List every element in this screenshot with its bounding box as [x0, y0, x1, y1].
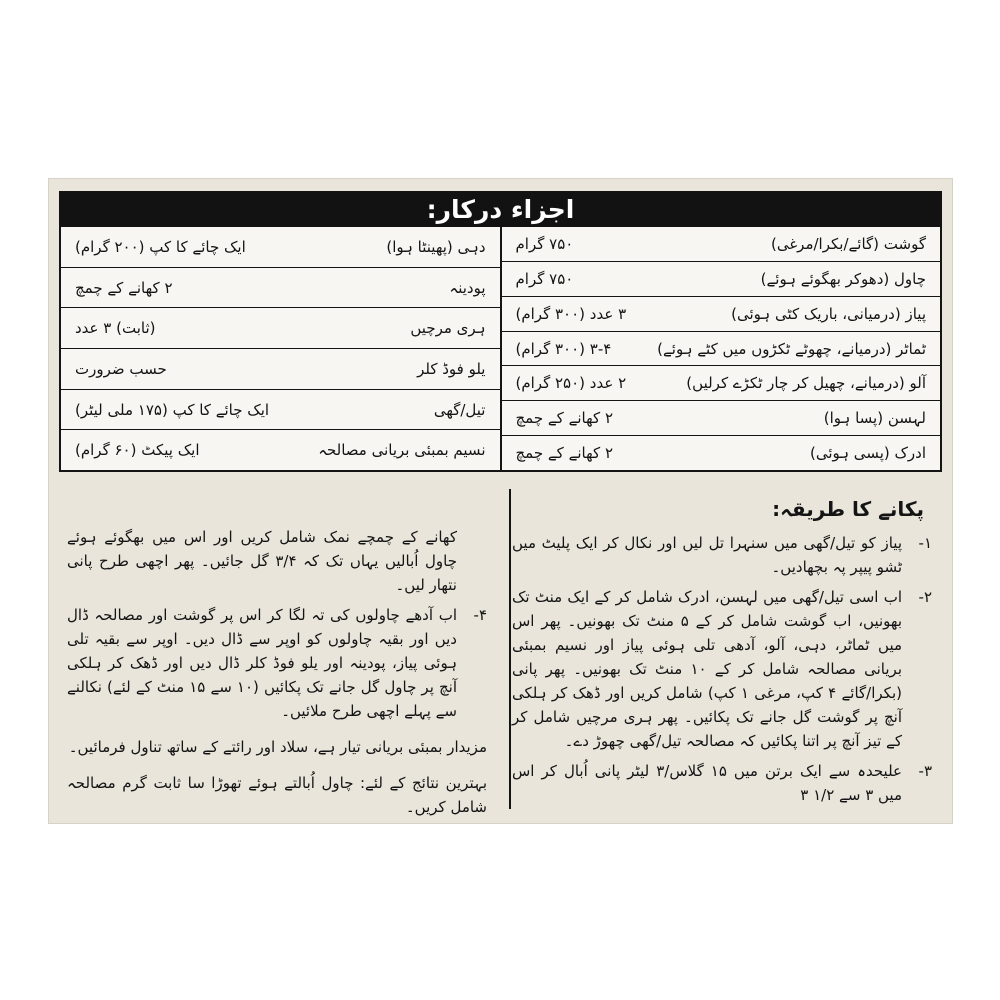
- ingredient-name: یلو فوڈ کلر: [417, 359, 486, 378]
- ingredient-row: [502, 401, 941, 436]
- ingredient-row: [502, 366, 941, 401]
- ingredient-name: نسیم بمبئی بریانی مصالحہ: [318, 441, 486, 460]
- ingredient-name: گوشت (گائے/بکرا/مرغی): [770, 234, 926, 253]
- ingredient-row: [61, 430, 500, 472]
- recipe-card: [48, 178, 953, 824]
- ingredient-quantity: ۲ عدد (۲۵۰ گرام): [515, 374, 627, 393]
- ingredient-quantity: ۲ کھانے کے چمچ: [515, 444, 614, 463]
- ingredient-quantity: ایک چائے کا کپ (۲۰۰ گرام): [75, 237, 246, 256]
- ingredient-name: آلو (درمیانے، چھیل کر چار ٹکڑے کرلیں): [686, 374, 926, 393]
- ingredient-name: لہسن (پسا ہوا): [823, 409, 926, 428]
- ingredient-name: پیاز (درمیانی، باریک کٹی ہوئی): [731, 304, 926, 323]
- method-step: [512, 531, 932, 579]
- ingredient-row: [502, 436, 941, 472]
- ingredient-quantity: ۲ کھانے کے چمچ: [515, 409, 614, 428]
- ingredient-row: [61, 227, 500, 268]
- ingredient-quantity: حسب ضرورت: [75, 359, 167, 378]
- method-step: [512, 759, 932, 807]
- method-step: [512, 585, 932, 753]
- ingredient-name: پودینہ: [449, 278, 486, 297]
- ingredients-column-right: [502, 227, 941, 472]
- step-number: ۴-: [473, 606, 487, 624]
- ingredient-quantity: ۳-۴ (۳۰۰ گرام): [515, 339, 612, 358]
- ingredient-name: چاول (دھوکر بھگوئے ہوئے): [760, 269, 926, 288]
- method-section: [59, 489, 942, 816]
- ingredient-row: [502, 332, 941, 367]
- ingredient-row: [61, 349, 500, 390]
- ingredient-quantity: ایک پیکٹ (۶۰ گرام): [75, 441, 200, 460]
- ingredient-row: [502, 297, 941, 332]
- step-text: علیحدہ سے ایک برتن میں ۱۵ گلاس/۳ لیٹر پانی اُبال کر اس میں ۳ سے ۱/۲ ۳: [512, 762, 902, 804]
- ingredient-row: [502, 262, 941, 297]
- ingredient-quantity: ۷۵۰ گرام: [515, 269, 574, 288]
- step-text: کھانے کے چمچے نمک شامل کریں اور اس میں بھگوئے ہوئے چاول اُبالیں یہاں تک کہ ۳/۴ گل جائیں۔ پھر اچھی طرح پانی نتھار لیں۔: [67, 528, 457, 594]
- step-number: ۱-: [918, 534, 932, 552]
- ingredient-quantity: ۷۵۰ گرام: [515, 234, 574, 253]
- ingredient-name: ہری مرچیں: [410, 319, 486, 338]
- ingredient-quantity: ایک چائے کا کپ (۱۷۵ ملی لیٹر): [75, 400, 270, 419]
- tip-note: بہترین نتائج کے لئے: چاول اُبالتے ہوئے تھوڑا سا ثابت گرم مصالحہ شامل کریں۔: [67, 774, 487, 816]
- ingredients-table: [59, 227, 942, 472]
- column-divider: [509, 489, 511, 809]
- ingredient-name: ٹماٹر (درمیانے، چھوٹے ٹکڑوں میں کٹے ہوئے): [657, 339, 926, 358]
- ingredient-row: [502, 227, 941, 262]
- steps-column-left: [67, 525, 487, 819]
- ingredients-title: اجزاء درکار:: [59, 191, 942, 227]
- ingredient-quantity: (ثابت) ۳ عدد: [75, 319, 156, 338]
- serving-note: مزیدار بمبئی بریانی تیار ہے، سلاد اور رائتے کے ساتھ تناول فرمائیں۔: [68, 738, 487, 756]
- method-step: [67, 603, 487, 723]
- ingredient-row: [61, 308, 500, 349]
- step-text: پیاز کو تیل/گھی میں سنہرا تل لیں اور نکال کر ایک پلیٹ میں ٹشو پیپر پہ بچھادیں۔: [512, 534, 902, 576]
- ingredient-name: دہی (پھینٹا ہوا): [386, 237, 486, 256]
- ingredient-quantity: ۲ کھانے کے چمچ: [75, 278, 173, 297]
- step-text: اب اسی تیل/گھی میں لہسن، ادرک شامل کر کے ایک منٹ تک بھونیں، اب گوشت شامل کر کے ۵ منٹ تک بھونیں۔ پھر اس میں ٹماٹر، دہی، آلو، آدھی تلی ہوئی پیاز اور نسیم بمبئی بریانی مصالحہ شامل کر کے ۱۰ منٹ تک بھونیں۔ پھر پانی (بکرا/گائے ۴ کپ، مرغی ۱ کپ) شامل کریں اور ڈھک کر ہلکی آنچ پر گوشت گل جانے تک پکائیں۔ پھر ہری مرچیں شامل کر کے تیز آنچ پر اتنا پکائیں کہ مصالحہ تیل/گھی چھوڑ دے۔: [512, 588, 903, 750]
- step-text: اب آدھے چاولوں کی تہ لگا کر اس پر گوشت اور مصالحہ ڈال دیں اور بقیہ چاولوں کو اوپر سے ڈال دیں۔ اوپر سے بقیہ تلی ہوئی پیاز، پودینہ اور یلو فوڈ کلر ڈال دیں اور ڈھک کر ہلکی آنچ پر چاول گل جانے تک پکائیں (۱۰ سے ۱۵ منٹ کے لئے) نکالنے سے پہلے اچھی طرح ملائیں۔: [67, 606, 457, 720]
- step-number: ۲-: [918, 588, 932, 606]
- ingredient-quantity: ۳ عدد (۳۰۰ گرام): [515, 304, 627, 323]
- method-title: پکانے کا طریقہ:: [772, 497, 924, 521]
- ingredient-name: ادرک (پسی ہوئی): [809, 444, 926, 463]
- ingredient-row: [61, 268, 500, 309]
- ingredient-name: تیل/گھی: [433, 400, 486, 419]
- step-number: ۳-: [918, 762, 932, 780]
- steps-column-right: [512, 531, 932, 813]
- method-step-continued: [67, 525, 487, 597]
- ingredient-row: [61, 390, 500, 431]
- ingredients-column-left: [61, 227, 502, 472]
